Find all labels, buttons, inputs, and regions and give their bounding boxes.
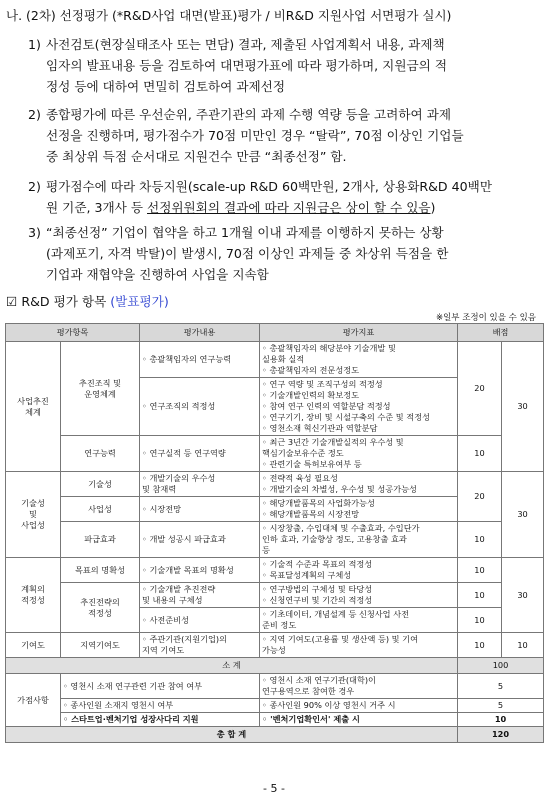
indicator-item: ◦ 신청연구비 및 기간의 적정성 <box>262 595 373 605</box>
score-cell: 20 <box>458 472 502 522</box>
category-cell: 사업추진 체계 <box>6 342 61 472</box>
checkbox-heading <box>6 291 169 310</box>
subcategory-cell: 사업성 <box>61 497 140 522</box>
indicator-item: ◦ 연구 역량 및 조직구성의 적정성 <box>262 379 383 389</box>
content-cell: ◦ 연구실적 등 연구역량 <box>140 436 260 472</box>
indicator-item: 인하 효과, 기술향상 정도, 고용창출 효과 <box>262 534 407 544</box>
subtotal-label: 소 계 <box>6 658 458 674</box>
section-heading: 나. (2차) 선정평가 (*R&D사업 대면(발표)평가 / 비R&D 지원사업 서면평가 실시) <box>6 8 452 23</box>
subcategory-cell: 추진조직 및 운영체계 <box>61 342 140 436</box>
indicator-cell <box>260 378 458 436</box>
indicator-item: 연구용역으로 참여한 경우 <box>262 686 355 696</box>
underlined-text: 선정위원회의 결과에 따라 지원금은 상이 할 수 있음 <box>147 200 431 215</box>
category-total-cell: 30 <box>502 342 544 472</box>
indicator-item: ◦ 기초데이터, 개념설계 등 신청사업 사전 <box>262 609 410 619</box>
category-cell: 계획의 적정성 <box>6 558 61 633</box>
paragraph-line: 선정을 진행하며, 평가점수가 70점 미만인 경우 “탈락”, 70점 이상인 기업들 <box>46 128 464 143</box>
table-row <box>6 436 544 472</box>
content-cell: ◦ 기술개발 추진전략 및 내용의 구체성 <box>140 583 260 608</box>
indicator-cell <box>260 497 458 522</box>
score-cell: 20 <box>458 342 502 436</box>
content-cell: ◦ 시장전망 <box>140 497 260 522</box>
indicator-item: ◦ 전략적 육성 필요성 <box>262 473 338 483</box>
paragraph-number: 1) <box>28 37 41 52</box>
paragraph-number: 3) <box>28 225 41 240</box>
indicator-item: ◦ 개발기술의 차별성, 우수성 및 성공가능성 <box>262 484 417 494</box>
indicator-item: ◦ 종사인원 90% 이상 영천시 거주 시 <box>262 700 396 710</box>
paragraph-line: “최종선정” 기업이 협약을 하고 1개월 이내 과제를 이행하지 못하는 상황 <box>46 225 444 240</box>
bonus-content-cell: ◦ 영천시 소재 연구관련 기관 참여 여부 <box>61 674 260 699</box>
subcategory-cell: 지역기여도 <box>61 633 140 658</box>
table-row <box>6 633 544 658</box>
paragraph-line: 중 최상위 득점 순서대로 지원건수 만큼 “최종선정” 함. <box>46 149 347 164</box>
indicator-item: ◦ 총괄책임자의 해당분야 기술개발 및 <box>262 343 396 353</box>
indicator-item: 준비 정도 <box>262 620 297 630</box>
table-row <box>6 472 544 497</box>
subcategory-cell: 목표의 명확성 <box>61 558 140 583</box>
content-cell: ◦ 연구조직의 적정성 <box>140 378 260 436</box>
score-cell: 10 <box>458 436 502 472</box>
indicator-item: ◦ 목표달성계획의 구체성 <box>262 570 352 580</box>
indicator-item: ◦ 해당개발품목의 시장전망 <box>262 509 360 519</box>
category-total-cell: 10 <box>502 633 544 658</box>
indicator-cell <box>260 583 458 608</box>
subtotal-row <box>6 658 544 674</box>
content-cell: ◦ 사전준비성 <box>140 608 260 633</box>
indicator-item: 실용화 실적 <box>262 354 305 364</box>
page-number: - 5 - <box>263 782 285 795</box>
indicator-item: 등 <box>262 545 270 555</box>
indicator-item: ◦ 기술개발인력의 확보정도 <box>262 390 360 400</box>
paragraph-line: 임자의 발표내용 등을 검토하여 대면평가표에 따라 평가하며, 지원금의 적 <box>46 58 447 73</box>
indicator-item: ◦ '벤처기업확인서' 제출 시 <box>262 714 360 724</box>
indicator-item: ◦ 시장창출, 수입대체 및 수출효과, 수입단가 <box>262 523 420 533</box>
paragraph-line: 평가점수에 따라 차등지원(scale-up R&D 60백만원, 2개사, 상용화R&D 40백만 <box>46 179 492 194</box>
indicator-item: ◦ 연구기기, 장비 및 시설구축의 수준 및 적정성 <box>262 412 431 422</box>
paragraph-text: ) <box>430 200 436 215</box>
paragraph-number: 2) <box>28 179 41 194</box>
score-cell: 10 <box>458 583 502 608</box>
content-cell: ◦ 개발기술의 우수성 및 참재력 <box>140 472 260 497</box>
header-indicator: 평가지표 <box>260 324 458 342</box>
score-cell: 10 <box>458 558 502 583</box>
table-row <box>6 583 544 608</box>
indicator-item: ◦ 영천소재 혁신기관과 역할분담 <box>262 423 378 433</box>
content-cell: ◦ 총괄책임자의 연구능력 <box>140 342 260 378</box>
score-cell: 10 <box>458 633 502 658</box>
paragraph-line: 사전검토(현장실태조사 또는 면담) 결과, 제출된 사업계획서 내용, 과제책 <box>46 37 445 52</box>
indicator-cell <box>260 558 458 583</box>
checkbox-icon: ☑ <box>6 294 18 309</box>
subcategory-cell: 파급효과 <box>61 522 140 558</box>
bonus-row <box>6 674 544 699</box>
score-cell: 10 <box>458 522 502 558</box>
bonus-content-cell: ◦ 종사인원 소재지 영천시 여부 <box>61 699 260 713</box>
bonus-indicator-cell <box>260 699 458 713</box>
indicator-cell <box>260 342 458 378</box>
table-header-row <box>6 324 544 342</box>
bonus-score-cell: 10 <box>458 713 544 727</box>
content-cell: ◦ 주관기관(지원기업)의 지역 기여도 <box>140 633 260 658</box>
content-cell: ◦ 기술개발 목표의 명확성 <box>140 558 260 583</box>
bonus-score-cell: 5 <box>458 699 544 713</box>
table-row <box>6 558 544 583</box>
paragraph-4 <box>0 222 548 285</box>
indicator-cell <box>260 608 458 633</box>
content-cell: ◦ 개발 성공시 파급효과 <box>140 522 260 558</box>
paragraph-text: 원 기준, 3개사 등 <box>46 200 148 215</box>
total-row <box>6 727 544 743</box>
bonus-category-cell: 가점사항 <box>6 674 61 727</box>
subcategory-cell: 기술성 <box>61 472 140 497</box>
bonus-indicator-cell <box>260 713 458 727</box>
indicator-cell <box>260 633 458 658</box>
evaluation-table <box>5 323 544 743</box>
paragraph-3 <box>0 176 548 218</box>
paragraph-line: 정성 등에 대하여 면밀히 검토하여 과제선정 <box>46 79 285 94</box>
paragraph-line: 기업과 재협약을 진행하여 사업을 지속함 <box>46 267 269 282</box>
indicator-cell <box>260 436 458 472</box>
paragraph-2 <box>0 104 548 167</box>
paragraph-line: (과제포기, 자격 박탈)이 발생시, 70점 이상인 과제들 중 차상위 득점을 한 <box>46 246 449 261</box>
paragraph-number: 2) <box>28 107 41 122</box>
bonus-indicator-cell <box>260 674 458 699</box>
adjustment-note: ※일부 조정이 있을 수 있음 <box>435 313 536 323</box>
subcategory-cell: 추진전략의 적정성 <box>61 583 140 633</box>
indicator-item: ◦ 관련기술 특허보유여부 등 <box>262 459 362 469</box>
bonus-score-cell: 5 <box>458 674 544 699</box>
category-total-cell: 30 <box>502 472 544 558</box>
header-content: 평가내용 <box>140 324 260 342</box>
paragraph-1 <box>0 34 548 97</box>
indicator-item: ◦ 연구방법의 구체성 및 타당성 <box>262 584 373 594</box>
checkbox-heading-text: R&D 평가 항목 <box>21 294 107 309</box>
checkbox-heading-blue: (발표평가) <box>110 294 169 309</box>
indicator-cell <box>260 522 458 558</box>
score-cell: 10 <box>458 608 502 633</box>
indicator-cell <box>260 472 458 497</box>
indicator-item: ◦ 해당개발품목의 사업화가능성 <box>262 498 375 508</box>
indicator-item: ◦ 참여 연구 인력의 역할분담 적정성 <box>262 401 391 411</box>
category-total-cell: 30 <box>502 558 544 633</box>
indicator-item: ◦ 지역 기여도(고용률 및 생산액 등) 및 기여 <box>262 634 418 644</box>
paragraph-line: 종합평가에 따른 우선순위, 주관기관의 과제 수행 역량 등을 고려하여 과제 <box>46 107 451 122</box>
category-cell: 기여도 <box>6 633 61 658</box>
indicator-item: ◦ 최근 3년간 기술개발실적의 우수성 및 <box>262 437 404 447</box>
total-value: 120 <box>458 727 544 743</box>
total-label: 총 합 계 <box>6 727 458 743</box>
category-cell: 기술성 및 사업성 <box>6 472 61 558</box>
indicator-item: ◦ 총괄책임자의 전문성정도 <box>262 365 360 375</box>
header-category: 평가항목 <box>6 324 140 342</box>
table-row <box>6 342 544 378</box>
indicator-item: ◦ 기술적 수준과 목표의 적정성 <box>262 559 373 569</box>
header-score: 배점 <box>458 324 544 342</box>
bonus-content-cell: ◦ 스타트업·벤처기업 성장사다리 지원 <box>61 713 260 727</box>
indicator-item: ◦ 영천시 소재 연구기관(대학)이 <box>262 675 376 685</box>
indicator-item: 핵심기술보유수준 정도 <box>262 448 344 458</box>
paragraph-line <box>46 197 530 218</box>
indicator-item: 가능성 <box>262 645 286 655</box>
bonus-row <box>6 713 544 727</box>
table-row <box>6 522 544 558</box>
subcategory-cell: 연구능력 <box>61 436 140 472</box>
subtotal-value: 100 <box>458 658 544 674</box>
bonus-row <box>6 699 544 713</box>
